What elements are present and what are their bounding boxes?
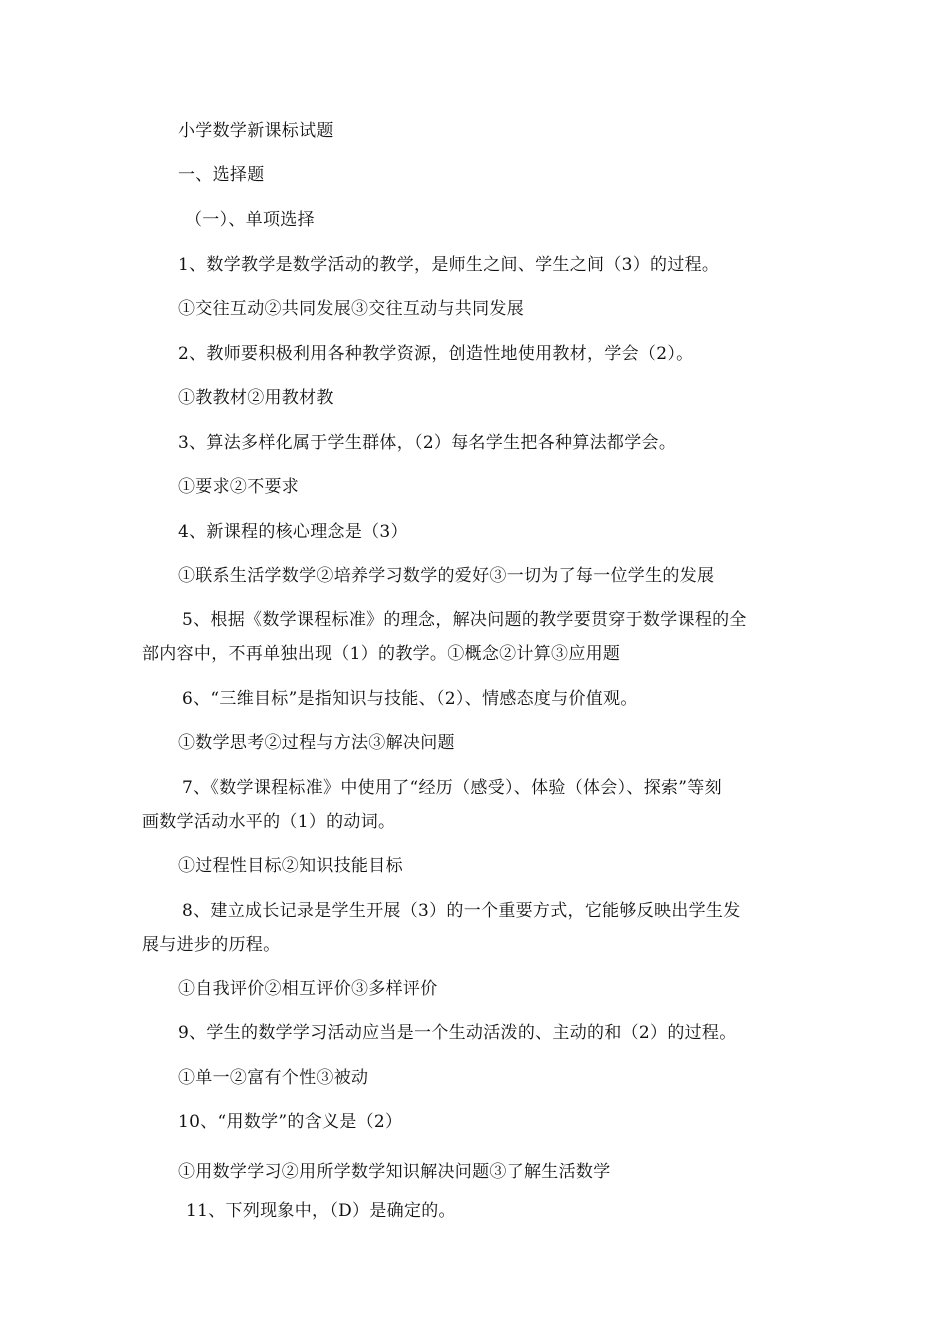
question-7-options: ①过程性目标②知识技能目标	[178, 856, 403, 876]
question-8-line-1: 8、建立成长记录是学生开展（3）的一个重要方式，它能够反映出学生发	[182, 901, 741, 921]
document-title: 小学数学新课标试题	[178, 121, 334, 141]
question-1-options: ①交往互动②共同发展③交往互动与共同发展	[178, 299, 524, 319]
question-1: 1、数学教学是数学活动的教学，是师生之间、学生之间（3）的过程。	[178, 255, 720, 275]
question-9-options: ①单一②富有个性③被动	[178, 1068, 369, 1088]
question-3: 3、算法多样化属于学生群体，（2）每名学生把各种算法都学会。	[178, 433, 677, 453]
question-5-line-1: 5、根据《数学课程标准》的理念，解决问题的教学要贯穿于数学课程的全	[182, 610, 747, 630]
question-10-options: ①用数学学习②用所学数学知识解决问题③了解生活数学	[178, 1162, 611, 1182]
question-9: 9、学生的数学学习活动应当是一个生动活泼的、主动的和（2）的过程。	[178, 1023, 737, 1043]
subsection-heading: （一）、单项选择	[185, 210, 315, 230]
section-heading: 一、选择题	[178, 165, 265, 185]
question-8-line-2: 展与进步的历程。	[142, 935, 281, 955]
question-10: 10、“用数学”的含义是（2）	[178, 1112, 403, 1132]
question-2-options: ①教教材②用教材教	[178, 388, 334, 408]
question-6-options: ①数学思考②过程与方法③解决问题	[178, 733, 455, 753]
question-3-options: ①要求②不要求	[178, 477, 300, 497]
question-6: 6、“三维目标”是指知识与技能、（2）、情感态度与价值观。	[182, 689, 638, 709]
question-11: 11、下列现象中，（D）是确定的。	[186, 1201, 456, 1221]
question-2: 2、教师要积极利用各种教学资源，创造性地使用教材，学会（2）。	[178, 344, 694, 364]
question-4-options: ①联系生活学数学②培养学习数学的爱好③一切为了每一位学生的发展	[178, 566, 715, 586]
question-4: 4、新课程的核心理念是（3）	[178, 522, 408, 542]
question-8-options: ①自我评价②相互评价③多样评价	[178, 979, 438, 999]
question-5-line-2: 部内容中，不再单独出现（1）的教学。①概念②计算③应用题	[142, 644, 621, 664]
question-7-line-2: 画数学活动水平的（1）的动词。	[142, 812, 396, 832]
question-7-line-1: 7、《数学课程标准》中使用了“经历（感受）、体验（体会）、探索”等刻	[182, 778, 722, 798]
